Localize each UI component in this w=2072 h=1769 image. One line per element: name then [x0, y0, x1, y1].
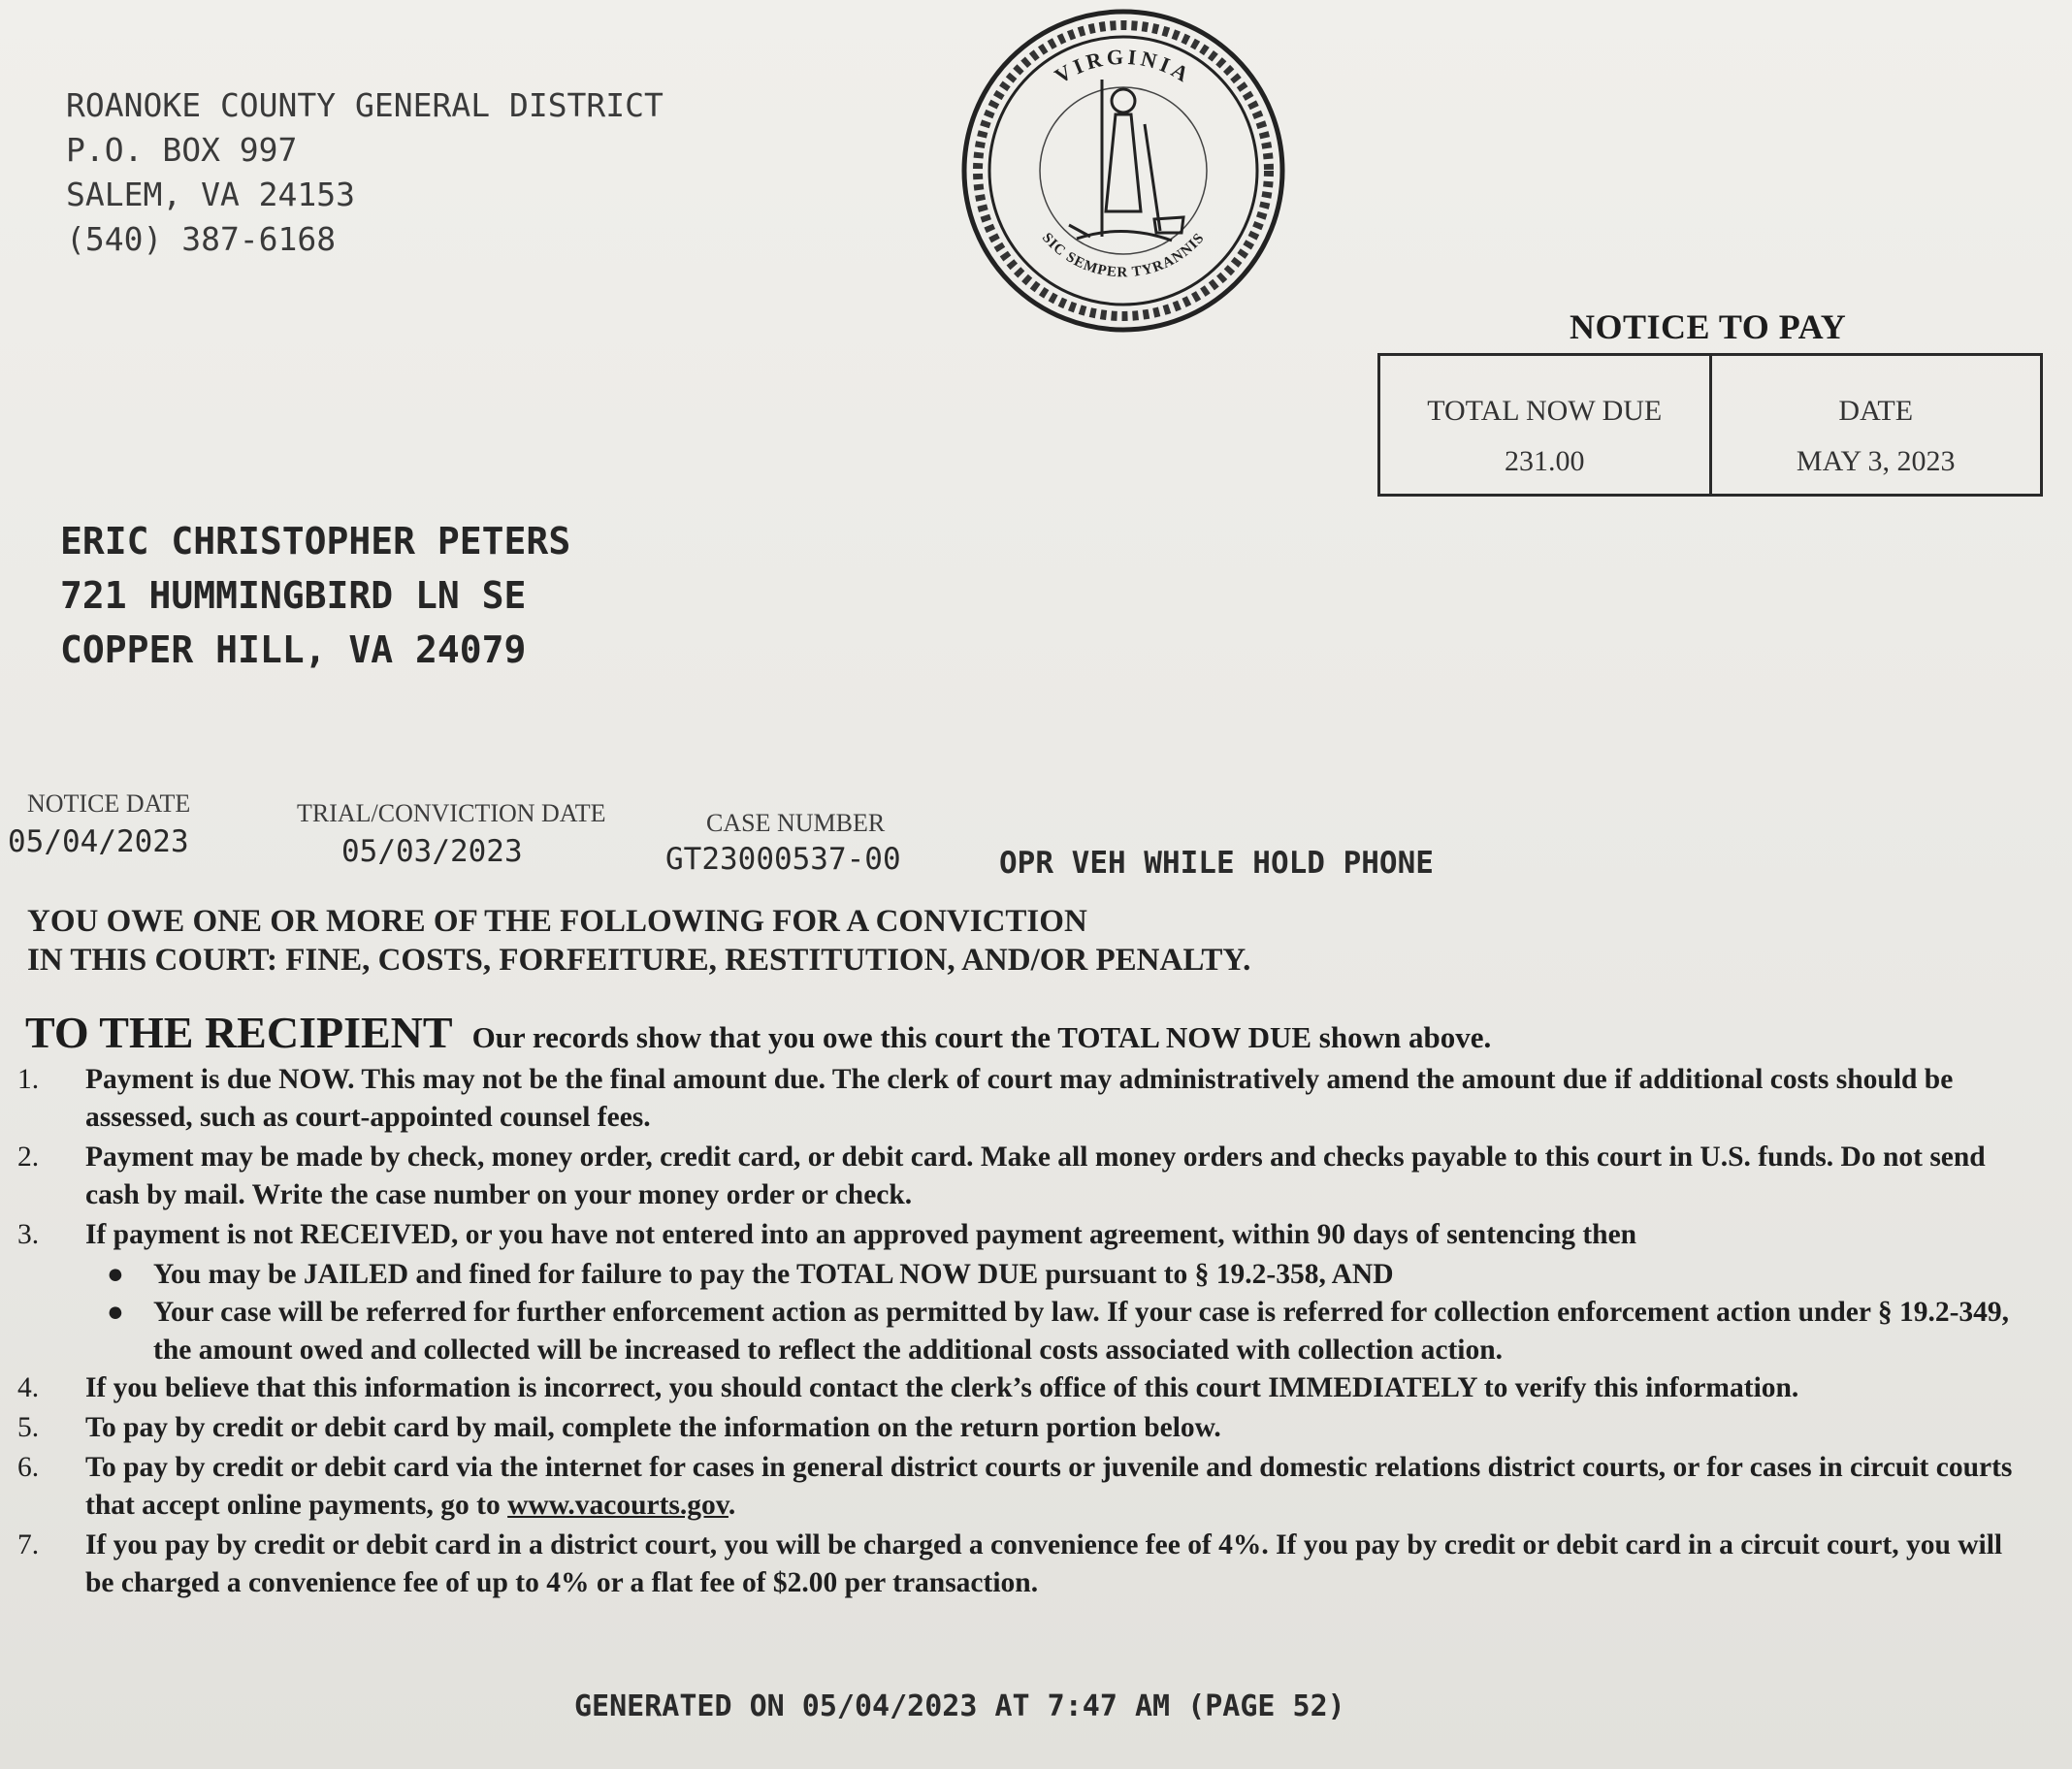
- case-fields: [0, 789, 2072, 881]
- amount-due-box: [1377, 353, 2043, 497]
- bullet-icon: ●: [107, 1259, 124, 1290]
- to-recipient-heading: [25, 1007, 1491, 1058]
- notice-title: NOTICE TO PAY: [1570, 307, 1847, 346]
- list-item: 1. Payment is due NOW. This may not be the final amount due. The clerk of court may administratively amend the amount due if additional costs should be assessed, such as court-appointed counsel fees.: [17, 1064, 1954, 1133]
- case-number-value: GT23000537-00: [665, 842, 901, 877]
- court-name: ROANOKE COUNTY GENERAL DISTRICT: [66, 86, 664, 124]
- court-po-box: P.O. BOX 997: [66, 131, 298, 169]
- list-item: 7. If you pay by credit or debit card in a district court, you will be charged a convenience fee of 4%. If you pay by credit or debit card in a circuit court, you will be charged a convenience fee of up to 4% or a flat fee of $2.00 per transaction.: [17, 1529, 2003, 1598]
- generated-footer: GENERATED ON 05/04/2023 AT 7:47 AM (PAGE 52): [574, 1689, 1345, 1723]
- seal-top-text: VIRGINIA: [1050, 44, 1197, 88]
- seal-figure-icon: [1069, 80, 1183, 241]
- case-number-label: CASE NUMBER: [706, 809, 886, 837]
- owe-statement: [27, 902, 1250, 980]
- recipient-address: [60, 514, 570, 677]
- list-item: 5. To pay by credit or debit card by mail, complete the information on the return portion below.: [17, 1412, 1221, 1443]
- recipient-name: ERIC CHRISTOPHER PETERS: [60, 520, 571, 563]
- owe-line-1: YOU OWE ONE OR MORE OF THE FOLLOWING FOR A CONVICTION: [27, 904, 1087, 939]
- notice-date-label: NOTICE DATE: [27, 789, 191, 818]
- list-item: 3. If payment is not RECEIVED, or you have not entered into an approved payment agreement, within 90 days of sentencing then: [17, 1219, 1637, 1250]
- recipient-city: COPPER HILL, VA 24079: [60, 628, 527, 671]
- vacourts-link[interactable]: www.vacourts.gov: [507, 1490, 728, 1521]
- trial-date-value: 05/03/2023: [341, 834, 523, 869]
- date-value: MAY 3, 2023: [1796, 445, 1956, 477]
- trial-date-label: TRIAL/CONVICTION DATE: [297, 799, 606, 827]
- virginia-seal: [960, 8, 1286, 334]
- notice-date-value: 05/04/2023: [8, 824, 189, 859]
- list-item: 6. To pay by credit or debit card via the internet for cases in general district courts or juvenile and domestic relations district courts, or for cases in circuit courts that accept online payments, go to www.vacourts.gov.: [17, 1452, 2013, 1521]
- bullet-icon: ●: [107, 1297, 124, 1328]
- list-item: 2. Payment may be made by check, money order, credit card, or debit card. Make all money orders and checks payable to this court in U.S. funds. Do not send cash by mail. Write the case number on your money order or check.: [17, 1142, 1986, 1210]
- owe-line-2: IN THIS COURT: FINE, COSTS, FORFEITURE, RESTITUTION, AND/OR PENALTY.: [27, 943, 1251, 978]
- total-due-value: 231.00: [1505, 445, 1585, 477]
- svg-text:VIRGINIA: [1051, 45, 1196, 88]
- list-item: 4. If you believe that this information is incorrect, you should contact the clerk’s office of this court IMMEDIATELY to verify this information.: [17, 1372, 1799, 1403]
- seal-motto: SIC SEMPER TYRANNIS: [1038, 230, 1209, 281]
- bullet-item: ● Your case will be referred for further enforcement action as permitted by law. If your case is referred for collection enforcement action under § 19.2-349, the amount owed and collected will be increased to reflect the additional costs associated with collection action.: [85, 1294, 2025, 1369]
- date-label: DATE: [1838, 395, 1914, 427]
- date-cell: [1709, 356, 2041, 494]
- total-due-cell: [1380, 356, 1709, 494]
- instructions-list: [17, 1061, 2025, 1604]
- court-city: SALEM, VA 24153: [66, 176, 356, 213]
- total-due-label: TOTAL NOW DUE: [1427, 395, 1663, 427]
- recipient-heading-intro: Our records show that you owe this court the TOTAL NOW DUE shown above.: [471, 1020, 1492, 1054]
- bullet-item: ● You may be JAILED and fined for failure to pay the TOTAL NOW DUE pursuant to § 19.2-358, AND: [85, 1256, 2025, 1294]
- court-address: [66, 83, 664, 262]
- svg-text:SIC SEMPER TYRANNIS: [1039, 230, 1208, 280]
- recipient-heading-title: TO THE RECIPIENT: [25, 1008, 453, 1057]
- court-phone: (540) 387-6168: [66, 220, 337, 258]
- recipient-street: 721 HUMMINGBIRD LN SE: [60, 574, 527, 617]
- offense-description: OPR VEH WHILE HOLD PHONE: [999, 846, 1434, 881]
